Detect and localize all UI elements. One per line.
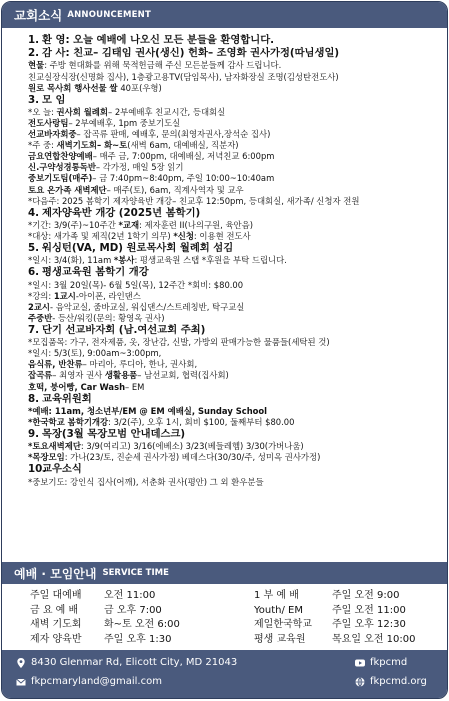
service-cell: 목요일 오전 10:00 — [332, 633, 416, 645]
section-number: 5. — [28, 242, 40, 255]
line-segment: – 마리아, 루디아, 한나, 권사회, — [82, 359, 198, 370]
line-segment: : 오늘 예배에 나오신 모든 분들을 환영합니다. — [65, 34, 275, 46]
line-segment: *일시: 3/4(화), 11am — [28, 255, 114, 266]
line-segment: 생활용품 — [104, 370, 138, 381]
section-line — [28, 83, 433, 94]
section-title: 모 임 — [42, 93, 66, 106]
mail-icon — [16, 677, 26, 687]
line-segment: : 3/2(주), 오후 1시, 회비 $100, 둘째부터 $80.00 — [108, 416, 295, 427]
line-segment: *일시: 5/3(토), 9:00am~3:00pm, — [28, 348, 162, 359]
website-row[interactable] — [355, 676, 427, 687]
announcement-header — [2, 2, 447, 28]
service-cell: 주일 오전 9:00 — [332, 590, 400, 601]
email-row[interactable] — [16, 676, 162, 687]
line-segment: – 잡곡류 판매, 예배후, 문의(최영자권사,장석순 집사) — [76, 129, 271, 140]
line-segment: *봉사 — [113, 255, 135, 266]
website-text[interactable]: fkpcmd.org — [370, 676, 427, 687]
line-segment: *예배: 11am, 청소년부/EM @ EM 예배실, Sunday School — [28, 405, 268, 416]
section-heading — [28, 324, 433, 337]
line-segment: – 김태임 권사(생신) — [93, 47, 189, 60]
section-line — [28, 417, 433, 428]
line-segment: 중보기도팀(매주) — [28, 173, 93, 184]
line-segment: *오 늘: — [28, 106, 57, 117]
section-line — [28, 185, 433, 196]
line-segment: 원로 목사회 행사선물 쌀 — [28, 82, 118, 93]
section-number: 8. — [28, 392, 40, 405]
line-segment: : 평생교육원 스탭 *후원을 부탁 드립니다. — [134, 255, 287, 266]
service-cell: 평생 교육원 — [254, 633, 306, 645]
line-segment: *교재 — [118, 219, 140, 230]
announcement-title-en: ANNOUNCEMENT — [67, 10, 151, 20]
section-number: 3. — [28, 93, 40, 106]
section-line — [28, 107, 433, 118]
service-cell: 오전 11:00 — [104, 590, 156, 601]
section-line — [28, 313, 433, 324]
line-segment: – EM — [125, 381, 145, 392]
line-segment: 1교시 — [53, 290, 76, 301]
line-segment: : 제자훈련 II(나의구원, 육안음) — [139, 219, 253, 230]
section-heading — [28, 266, 433, 279]
line-segment: 신.구약성경통독반 — [28, 162, 96, 173]
address-text: 8430 Glenmar Rd, Elicott City, MD 21043 — [31, 657, 238, 668]
section-line — [28, 173, 433, 184]
line-segment: *주 중: — [28, 140, 57, 151]
section-line — [28, 370, 433, 381]
line-segment: *토요새벽제단 — [28, 441, 81, 452]
line-segment: 40포(우형) — [117, 82, 162, 93]
section-heading — [28, 47, 433, 60]
announcement-title-ko: 교회소식 — [14, 8, 63, 23]
service-cell: 주일 오전 11:00 — [332, 604, 406, 616]
section-title: 단기 선교바자회 (남.여선교회 주최) — [42, 324, 206, 336]
service-header — [2, 562, 447, 584]
section-line — [28, 220, 433, 231]
section-line — [28, 162, 433, 173]
line-segment: 친교실장식장(신명화 집사), 1층광고용TV(담임목사), 남자화장실 조명(김성탄전도사) — [28, 71, 339, 82]
section-line — [28, 60, 433, 71]
announcement-section — [28, 393, 433, 428]
section-line — [28, 72, 433, 83]
service-cell: 주일 대예배 — [30, 590, 82, 601]
section-title: 제자양육반 개강 (2025년 봄학기) — [42, 206, 201, 219]
announcement-section — [28, 34, 433, 47]
service-title-en: SERVICE TIME — [102, 568, 169, 578]
section-line — [28, 291, 433, 302]
service-row — [30, 604, 447, 619]
line-segment: 음식류, 반찬류 — [28, 359, 83, 370]
announcement-section — [28, 324, 433, 393]
line-segment: 금요연합찬양예배 — [28, 151, 93, 162]
section-line — [28, 255, 433, 266]
location-pin-icon — [16, 658, 26, 668]
email-text[interactable]: fkpcmaryland@gmail.com — [31, 676, 162, 687]
announcement-section — [28, 47, 433, 93]
section-line — [28, 151, 433, 162]
section-line — [28, 337, 433, 348]
service-cell: Youth/ EM — [254, 604, 303, 616]
service-cell: 1 부 예 배 — [254, 590, 299, 601]
line-segment: *목장모임 — [28, 452, 65, 463]
line-segment: 2교시 — [28, 301, 51, 312]
service-cell: 금 요 예 배 — [30, 604, 79, 616]
line-segment: – 조영화 권사가정(따님생일) — [207, 47, 340, 60]
service-cell: 제일한국학교 — [254, 619, 312, 631]
line-segment: : 이용현 전도사 — [193, 231, 251, 242]
section-line — [28, 302, 433, 313]
line-segment: 감 사 — [42, 47, 66, 60]
service-cell: 주일 오후 12:30 — [332, 619, 406, 631]
section-number: 9. — [28, 428, 40, 441]
address-row — [16, 657, 237, 668]
service-row — [30, 589, 447, 604]
line-segment: – 매주(토), 6am, 직계사역자 및 교우 — [106, 184, 244, 195]
line-segment: : — [65, 47, 74, 60]
line-segment: 토요 온가족 새벽제단 — [28, 184, 107, 195]
bulletin-page — [1, 1, 448, 699]
section-number: 6. — [28, 266, 40, 279]
line-segment: – 최영자 권사 — [52, 370, 105, 381]
announcement-section — [28, 207, 433, 242]
section-heading — [28, 242, 433, 255]
line-segment: 전도사랑팀 — [28, 117, 69, 128]
section-heading — [28, 428, 433, 441]
section-line — [28, 359, 433, 370]
announcement-section — [28, 242, 433, 266]
section-line — [28, 129, 433, 140]
line-segment: 목장 — [42, 428, 62, 441]
line-segment: : 주방 현대화를 위해 묵적헌금해 주신 모든분들께 감사 드립니다. — [44, 60, 282, 71]
line-segment: *신청 — [173, 231, 194, 242]
section-line — [28, 196, 433, 207]
announcement-section — [28, 428, 433, 463]
line-segment: (3월 목장모범 안내데스크) — [61, 428, 186, 441]
line-segment: *한국학교 봄학기개강 — [28, 416, 109, 427]
announcement-section — [28, 94, 433, 207]
service-cell: 금 오후 7:00 — [104, 604, 162, 616]
line-segment: – 2부예배후, 1pm 중보기도실 — [68, 117, 181, 128]
line-segment: – 각가정, 매일 5장 읽기 — [95, 162, 184, 173]
line-segment: *강의: — [28, 290, 54, 301]
line-segment: : 3/9(여리고) 3/16(에베소) 3/23(베들레헴) 3/30(가버나움) — [80, 441, 304, 452]
section-number: 1. — [28, 34, 40, 46]
section-line — [28, 280, 433, 291]
service-cell: 제자 양육반 — [30, 633, 82, 645]
section-heading — [28, 207, 433, 220]
line-segment: – 매주 금, 7:00pm, 대예배실, 저녁친교 6:00pm — [92, 151, 275, 162]
announcement-section — [28, 266, 433, 324]
section-line — [28, 406, 433, 417]
service-cell: 새벽 기도회 — [30, 619, 82, 631]
line-segment: *다음주: 2025 봄학기 제자양육반 개강– 친교후 12:50pm, 등대회실, 새가족/ 신청자 전원 — [28, 195, 360, 206]
globe-icon — [355, 677, 365, 687]
line-segment: 헌화 — [188, 47, 208, 60]
section-title: 교우소식 — [42, 463, 82, 476]
line-segment: – 2부예배후 친교시간, 등대회실 — [107, 106, 226, 117]
line-segment: 현물 — [28, 60, 45, 71]
section-line — [28, 231, 433, 242]
line-segment: 권사회 월례회 — [56, 106, 108, 117]
section-line — [28, 441, 433, 452]
contact-footer — [2, 650, 447, 698]
line-segment: 호떡, 붕어빵, Car Wash — [28, 381, 126, 392]
line-segment: -아이폰, 라인댄스 — [75, 290, 141, 301]
line-segment: 환 영 — [42, 34, 66, 46]
section-heading — [28, 463, 433, 476]
line-segment: - 음악교실, 줌바교실, 워십댄스/스트레칭반, 탁구교실 — [50, 301, 245, 312]
section-line — [28, 348, 433, 359]
service-row — [30, 618, 447, 633]
section-number: 4. — [28, 206, 40, 219]
youtube-icon — [355, 658, 365, 668]
section-line — [28, 118, 433, 129]
section-number: 2. — [28, 47, 40, 60]
line-segment: 새벽기도회– 화~토 — [56, 140, 128, 151]
service-cell: 화~토 오전 6:00 — [104, 619, 180, 631]
line-segment: 친교 — [73, 47, 94, 60]
line-segment: *중보기도: 강인식 집사(어깨), 서춘화 권사(평안) 그 외 환우분들 — [28, 476, 264, 487]
line-segment: *대상: 새가족 및 제직(2년 1학기 의무) — [28, 231, 174, 242]
line-segment: *일시: 3월 20일(목)- 6월 5일(목), 12주간 *회비: $80.00 — [28, 279, 244, 290]
announcement-list — [2, 28, 447, 562]
service-cell: 주일 오후 1:30 — [104, 633, 172, 645]
section-title: 평생교육원 봄학기 개강 — [42, 266, 149, 279]
section-heading — [28, 34, 433, 47]
service-row — [30, 633, 447, 648]
line-segment: (새벽 6am, 대예배실, 직분자) — [127, 140, 239, 151]
section-title: 교육위원회 — [42, 392, 92, 405]
line-segment: *모집품목: 가구, 전자제품, 옷, 장난감, 신발, 가방외 판매가능한 물품들(세탁된 것) — [28, 337, 330, 348]
line-segment: 잡곡류 — [28, 370, 53, 381]
section-heading — [28, 94, 433, 107]
youtube-row[interactable] — [355, 657, 407, 668]
line-segment: *기간: 3/9(주)~10주간 — [28, 219, 119, 230]
service-title-ko: 예배 · 모임안내 — [14, 566, 97, 581]
line-segment: – 남선교회, 협력(집사회) — [137, 370, 229, 381]
section-line — [28, 452, 433, 463]
youtube-text[interactable]: fkpcmd — [370, 657, 408, 668]
section-line — [28, 382, 433, 393]
section-title: 워싱턴(VA, MD) 원로목사회 월례회 섬김 — [42, 242, 234, 255]
line-segment: – 금 7:40pm~8:40pm, 주일 10:00~10:40am — [92, 173, 275, 184]
section-line — [28, 140, 433, 151]
announcement-section — [28, 463, 433, 487]
section-number: 10. — [28, 463, 47, 476]
line-segment: 선교바자회중 — [28, 129, 77, 140]
line-segment: 주중반 — [28, 312, 53, 323]
section-number: 7. — [28, 324, 40, 336]
line-segment: : 가나(23/토, 진순세 권사가정) 베데스다(30/30/주, 성미옥 권사가정) — [64, 452, 321, 463]
line-segment: - 등산/워킹(문의: 황영옥 권사) — [52, 312, 165, 323]
section-line — [28, 477, 433, 488]
section-heading — [28, 393, 433, 406]
